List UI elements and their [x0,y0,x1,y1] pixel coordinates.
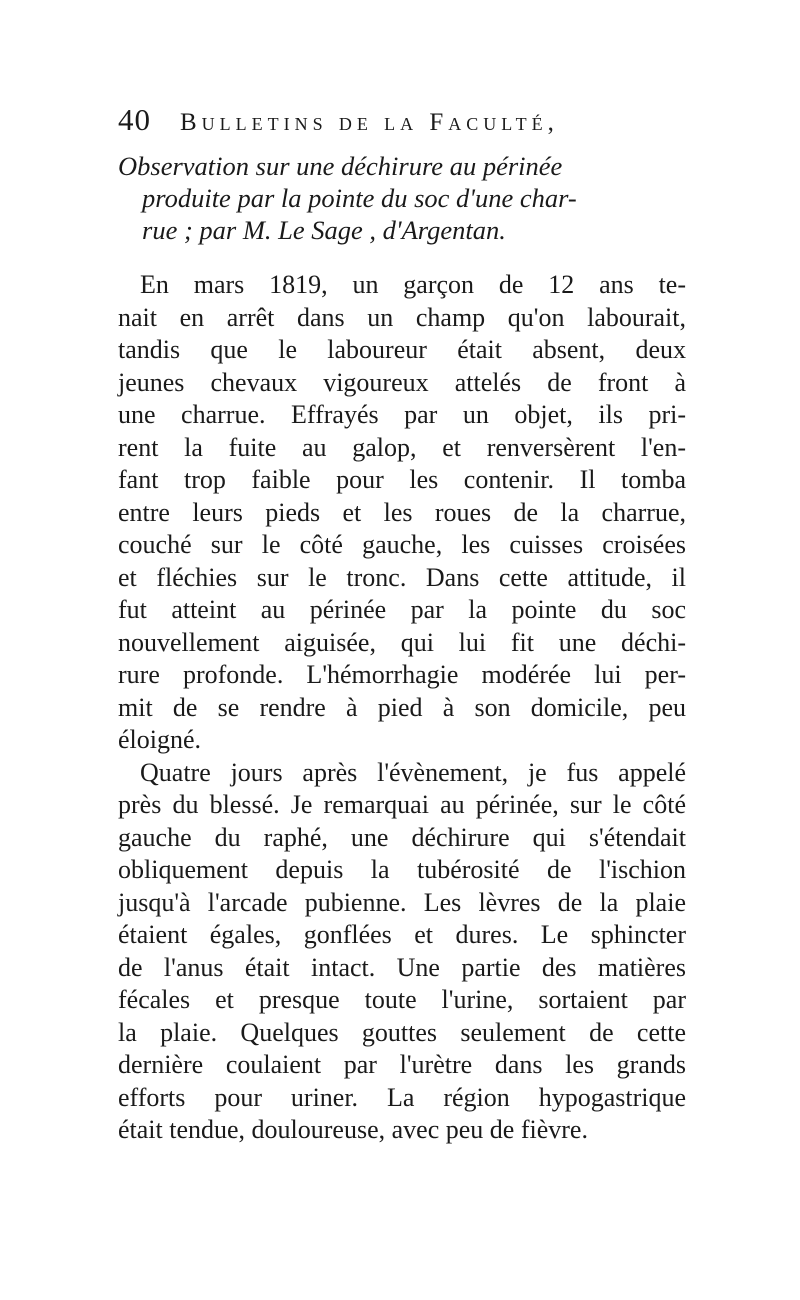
text-line: éloigné. [118,725,202,754]
running-head [118,102,698,142]
text-line: efforts pour uriner. La région hypogastrique [118,1082,686,1112]
text-line: était tendue, douloureuse, avec peu de fièvre. [118,1115,588,1144]
text-line: dernière coulaient par l'urètre dans les grands [118,1050,686,1079]
text-line: rent la fuite au galop, et renversèrent l'en- [118,432,686,462]
text-line: et fléchies sur le tronc. Dans cette attitude, il [118,562,686,592]
article-title [118,150,683,246]
text-line: mit de se rendre à pied à son domicile, peu [118,692,686,722]
page-number: 40 [118,102,151,137]
text-line: tandis que le laboureur était absent, deux [118,335,686,364]
body-text [118,269,686,1147]
text-line: jeunes chevaux vigoureux attelés de front à [118,367,686,397]
paragraph [118,269,686,757]
text-line: nouvellement aiguisée, qui lui fit une déchi- [118,627,686,657]
article-title-line: rue ; par M. Le Sage , d'Argentan. [142,215,506,245]
text-line: En mars 1819, un garçon de 12 ans te- [140,270,686,299]
text-line: de l'anus était intact. Une partie des matières [118,952,686,982]
text-line: une charrue. Effrayés par un objet, ils pri- [118,400,686,429]
text-line: fant trop faible pour les contenir. Il tomba [118,465,686,494]
paragraph [118,757,686,1147]
text-line: nait en arrêt dans un champ qu'on labourait, [118,302,686,332]
text-line: la plaie. Quelques gouttes seulement de cette [118,1017,686,1047]
article-title-line: produite par la pointe du soc d'une char- [142,183,577,213]
text-line: rure profonde. L'hémorrhagie modérée lui per- [118,660,686,689]
article-title-line: Observation sur une déchirure au périnée [118,151,563,181]
running-head-title: Bulletins de la Faculté, [180,109,559,136]
text-line: fut atteint au périnée par la pointe du soc [118,595,686,624]
text-line: fécales et presque toute l'urine, sortaient par [118,985,686,1014]
text-line: jusqu'à l'arcade pubienne. Les lèvres de la plaie [118,887,686,917]
text-line: couché sur le côté gauche, les cuisses croisées [118,530,686,559]
text-line: près du blessé. Je remarquai au périnée, sur le côté [118,790,686,819]
text-line: étaient égales, gonflées et dures. Le sphincter [118,920,686,949]
text-line: gauche du raphé, une déchirure qui s'étendait [118,822,686,852]
text-line: obliquement depuis la tubérosité de l'ischion [118,855,686,884]
text-line: Quatre jours après l'évènement, je fus appelé [140,757,686,787]
text-line: entre leurs pieds et les roues de la charrue, [118,497,686,527]
